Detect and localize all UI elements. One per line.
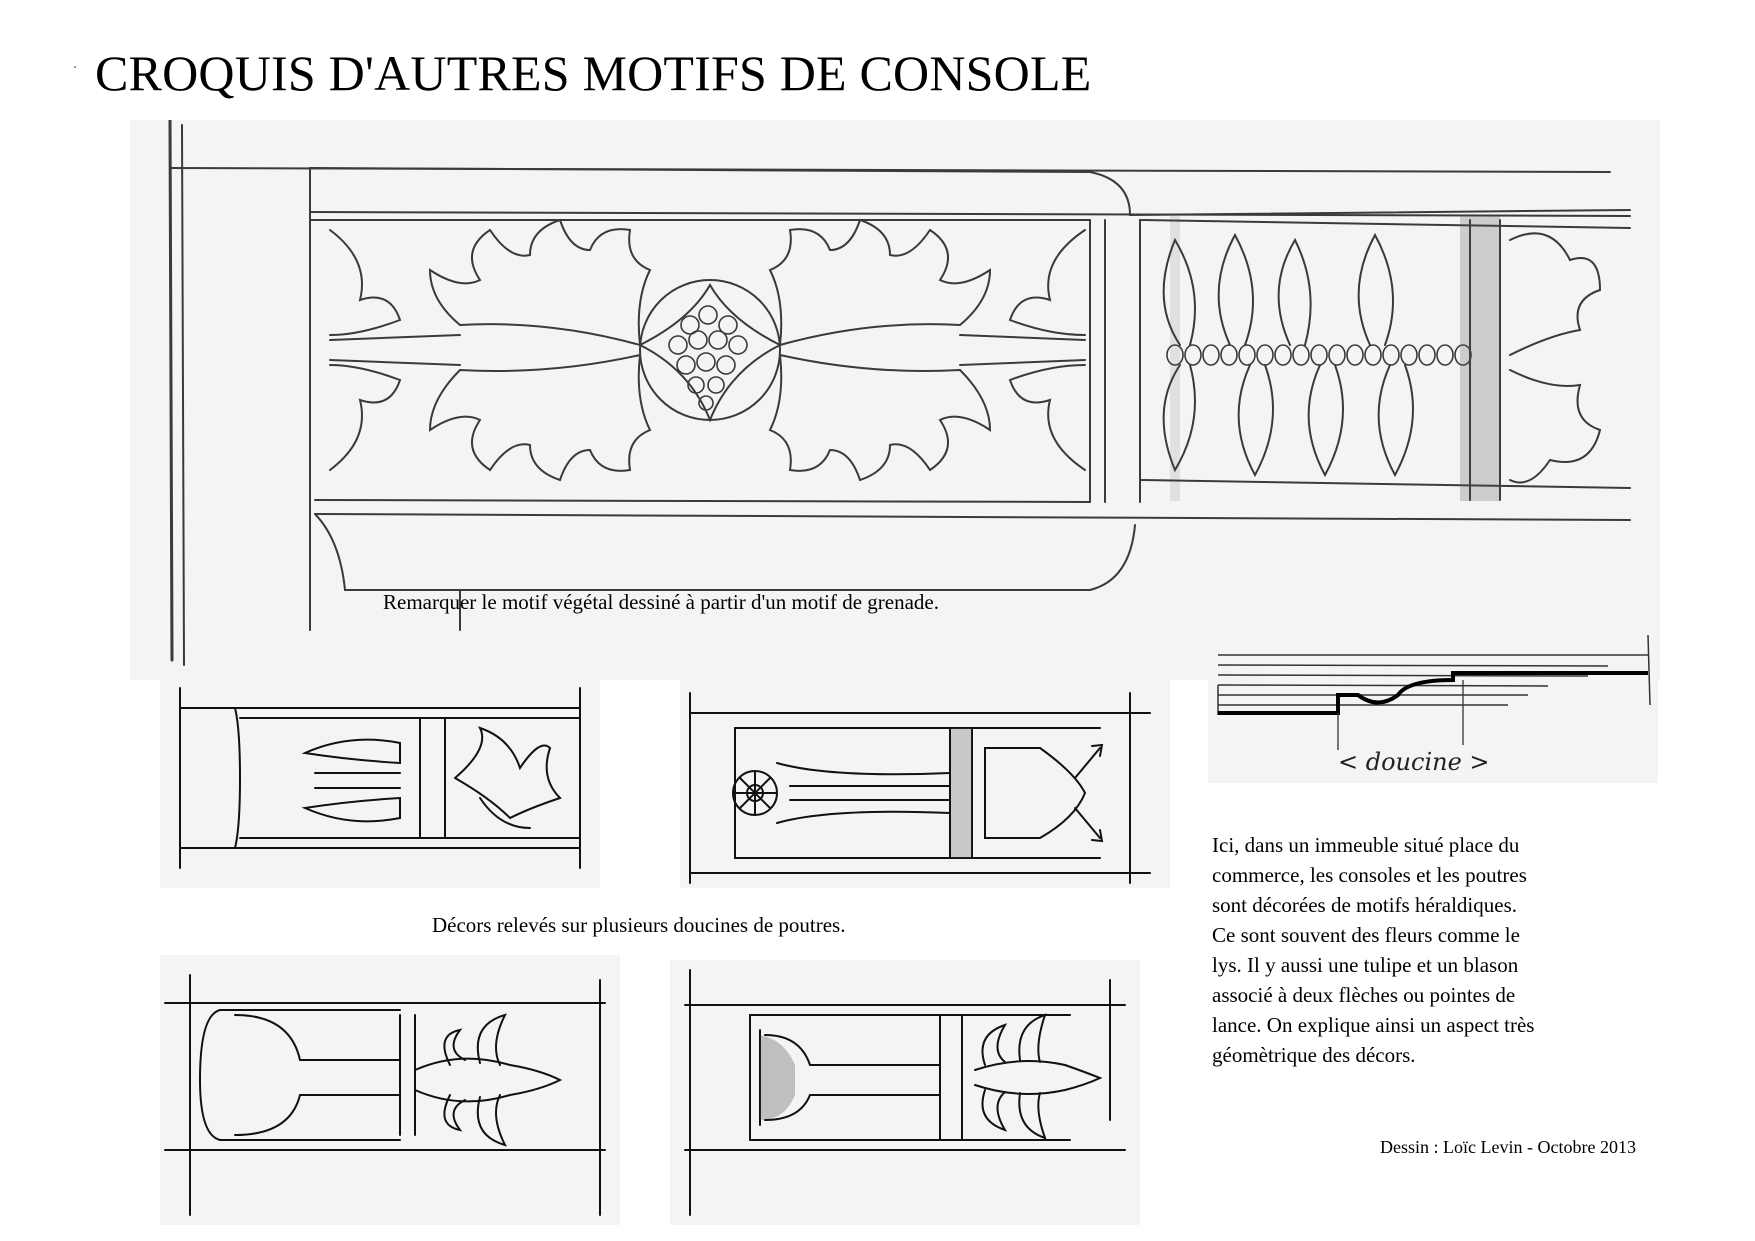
fleur-de-lys-sketch-right (670, 960, 1140, 1225)
tulip-drawing (160, 668, 600, 888)
page-title: CROQUIS D'AUTRES MOTIFS DE CONSOLE (95, 45, 1092, 101)
shield-arrows-sketch (680, 668, 1170, 888)
heraldic-description (1212, 830, 1632, 1070)
tulip-sketch (160, 668, 600, 888)
drawing-credit: Dessin : Loïc Levin - Octobre 2013 (1380, 1137, 1636, 1157)
description-line: lys. Il y aussi une tulipe et un blason (1212, 953, 1519, 977)
stray-mark (74, 66, 76, 68)
shield-arrows-drawing (680, 668, 1170, 888)
description-line: Ici, dans un immeuble situé place du (1212, 833, 1520, 857)
description-line: lance. On explique ainsi un aspect très (1212, 1013, 1535, 1037)
frieze-caption: Remarquer le motif végétal dessiné à partir d'un motif de grenade. (383, 590, 939, 614)
description-line: commerce, les consoles et les poutres (1212, 863, 1527, 887)
fleur-de-lys-drawing-right (670, 960, 1140, 1225)
beams-caption: Décors relevés sur plusieurs doucines de poutres. (432, 913, 846, 937)
description-line: géomètrique des décors. (1212, 1043, 1416, 1067)
description-line: sont décorées de motifs héraldiques. (1212, 893, 1517, 917)
description-line: associé à deux flèches ou pointes de (1212, 983, 1516, 1007)
fleur-de-lys-drawing-left (160, 955, 620, 1225)
description-line: Ce sont souvent des fleurs comme le (1212, 923, 1520, 947)
doucine-label: < doucine > (1338, 748, 1490, 776)
fleur-de-lys-sketch-left (160, 955, 620, 1225)
